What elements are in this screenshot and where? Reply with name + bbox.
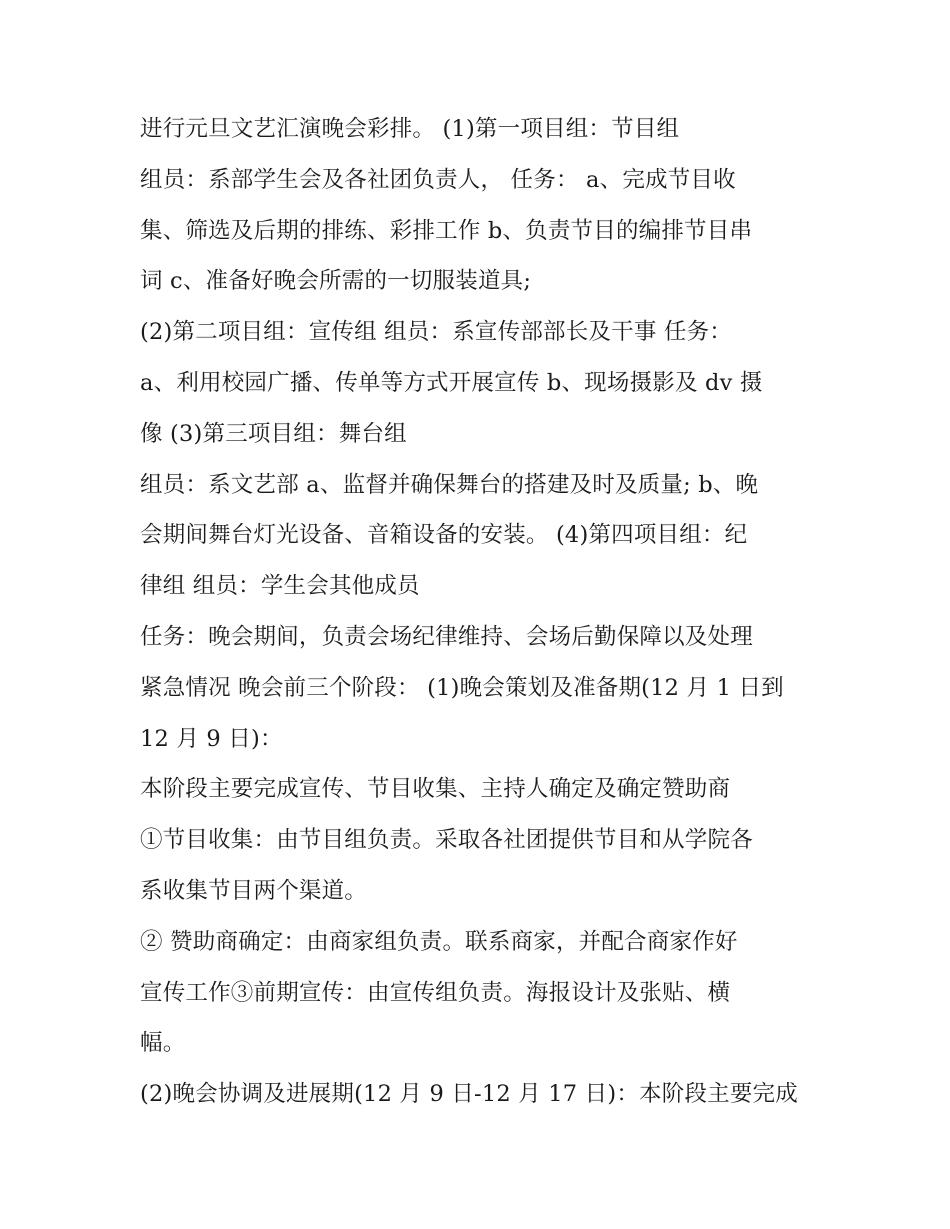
text-line: 像 (3)第三项目组：舞台组: [140, 420, 407, 447]
text-line: 会期间舞台灯光设备、音箱设备的安装。 (4)第四项目组：纪: [140, 522, 748, 549]
text-line: 任务：晚会期间，负责会场纪律维持、会场后勤保障以及处理: [140, 623, 753, 650]
text-line: a、利用校园广播、传单等方式开展宣传 b、现场摄影及 dv 摄: [140, 369, 763, 396]
text-line: 进行元旦文艺汇演晚会彩排。 (1)第一项目组：节目组: [140, 116, 680, 142]
text-line: (2)第二项目组：宣传组 组员：系宣传部部长及干事 任务：: [140, 319, 732, 346]
text-line: (2)晚会协调及进展期(12 月 9 日-12 月 17 日)：本阶段主要完成: [140, 1081, 798, 1108]
text-line: 组员：系文艺部 a、监督并确保舞台的搭建及时及质量; b、晚: [140, 471, 759, 498]
text-line: ② 赞助商确定：由商家组负责。联系商家，并配合商家作好: [140, 928, 738, 955]
text-line: 幅。: [140, 1030, 186, 1057]
text-line: 组员：系部学生会及各社团负责人， 任务： a、完成节目收: [140, 166, 736, 193]
text-line: 律组 组员：学生会其他成员: [140, 573, 420, 600]
text-line: ①节目收集：由节目组负责。采取各社团提供节目和从学院各: [140, 827, 753, 854]
text-line: 紧急情况 晚会前三个阶段： (1)晚会策划及准备期(12 月 1 日到: [140, 674, 784, 701]
text-line: 12 月 9 日)：: [140, 725, 283, 752]
text-line: 系收集节目两个渠道。: [140, 877, 368, 904]
text-line: 集、筛选及后期的排练、彩排工作 b、负责节目的编排节目串: [140, 217, 753, 244]
text-line: 词 c、准备好晚会所需的一切服装道具;: [140, 268, 532, 295]
text-line: 宣传工作③前期宣传：由宣传组负责。海报设计及张贴、横: [140, 979, 731, 1006]
text-line: 本阶段主要完成宣传、节目收集、主持人确定及确定赞助商: [140, 776, 731, 803]
document-body: [140, 104, 820, 1120]
